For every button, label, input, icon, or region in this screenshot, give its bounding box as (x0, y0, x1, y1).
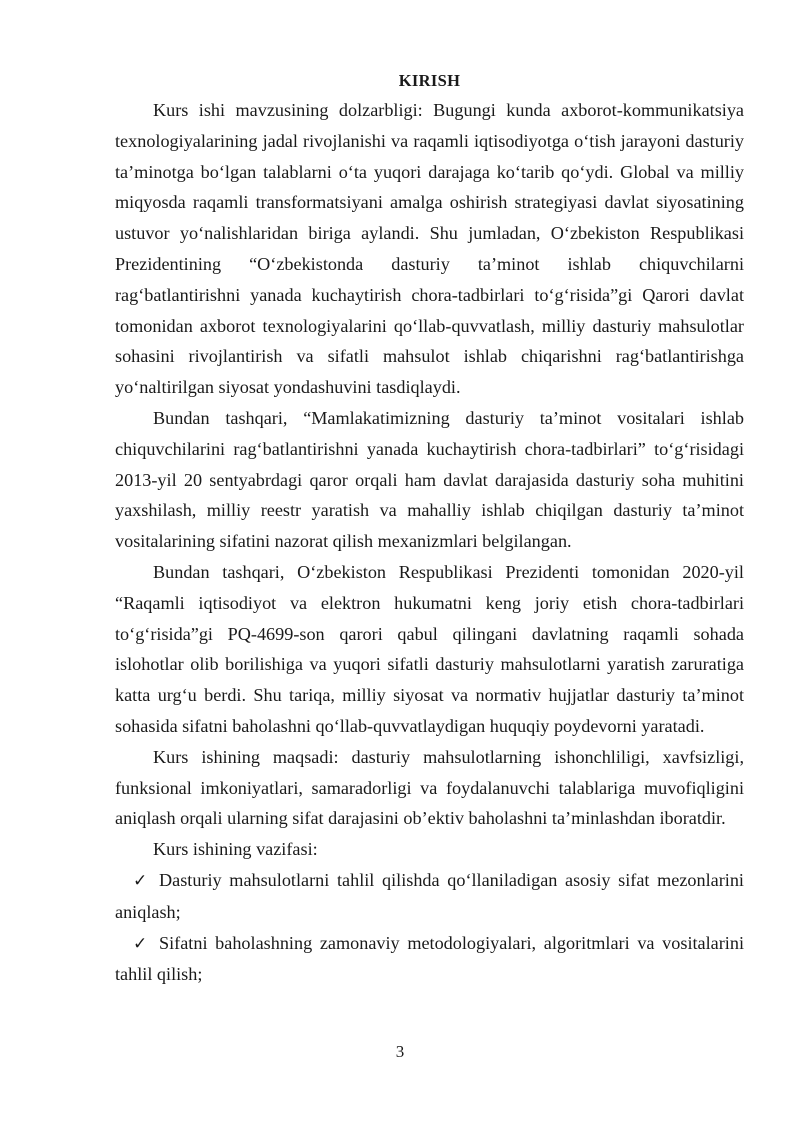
paragraph-decree-2020: Bundan tashqari, O‘zbekiston Respublikasi Prezidenti tomonidan 2020-yil “Raqamli iqtisodiyot va elektron hukumatni keng joriy etish chora-tadbirlari to‘g‘risida”gi PQ-4699-son qarori qabul qilingani davlatning raqamli sohada islohotlar olib borilishiga va yuqori sifatli dasturiy mahsulotlarni yaratish zaruratiga katta urg‘u berdi. Shu tariqa, milliy siyosat va normativ hujjatlar dasturiy ta’minot sohasida sifatni baholashni qo‘llab-quvvatlaydigan huquqiy poydevorni yaratadi. (115, 561, 744, 736)
paragraph-goal: Kurs ishining maqsadi: dasturiy mahsulotlarning ishonchliligi, xavfsizligi, funksional imkoniyatlari, samaradorligi va foydalanuvchi talablariga muvofiqligini aniqlash orqali ularning sifat darajasini ob’ektiv baholashni ta’minlashdan iboratdir. (115, 746, 744, 829)
list-item (115, 865, 744, 928)
list-item (115, 928, 744, 991)
paragraph-relevance: Kurs ishi mavzusining dolzarbligi: Bugungi kunda axborot-kommunikatsiya texnologiyalarining jadal rivojlanishi va raqamli iqtisodiyotga o‘tish jarayoni dasturiy ta’minotga bo‘lgan talablarni o‘ta yuqori darajaga ko‘tarib qo‘ydi. Global va milliy miqyosda raqamli transformatsiyani amalga oshirish strategiyasi davlat siyosatining ustuvor yo‘nalishlaridan biriga aylandi. Shu jumladan, O‘zbekiston Respublikasi Prezidentining “O‘zbekistonda dasturiy ta’minot ishlab chiquvchilarni rag‘batlantirishni yanada kuchaytirish chora-tadbirlari to‘g‘risida”gi Qarori davlat tomonidan axborot texnologiyalarini qo‘llab-quvvatlash, milliy dasturiy mahsulotlar sohasini rivojlantirish va sifatli mahsulot ishlab chiqarishni rag‘batlantirishga yo‘naltirilgan siyosat yondashuvini tasdiqlaydi. (115, 100, 744, 398)
checkmark-icon: ✓ (133, 870, 148, 891)
paragraph-decree-2013: Bundan tashqari, “Mamlakatimizning dasturiy ta’minot vositalari ishlab chiquvchilarini rag‘batlantirishni yanada kuchaytirish chora-tadbirlari” to‘g‘risidagi 2013-yil 20 sentyabrdagi qaror orqali ham davlat darajasida dasturiy soha muhitini yaxshilash, milliy reestr yaratish va mahalliy ishlab chiqilgan dasturiy ta’minot vositalarining sifatini nazorat qilish mexanizmlari belgilangan. (115, 407, 744, 552)
page-content (115, 71, 744, 990)
list-item-text: Sifatni baholashning zamonaviy metodologiyalari, algoritmlari va vositalarini tahlil qilish; (115, 932, 744, 985)
section-title: KIRISH (398, 71, 461, 90)
checkmark-icon: ✓ (133, 933, 148, 954)
page-number: 3 (395, 1042, 405, 1061)
paragraph-tasks-heading: Kurs ishining vazifasi: (153, 839, 318, 860)
list-item-text: Dasturiy mahsulotlarni tahlil qilishda qo‘llaniladigan asosiy sifat mezonlarini aniqlash; (115, 869, 744, 922)
